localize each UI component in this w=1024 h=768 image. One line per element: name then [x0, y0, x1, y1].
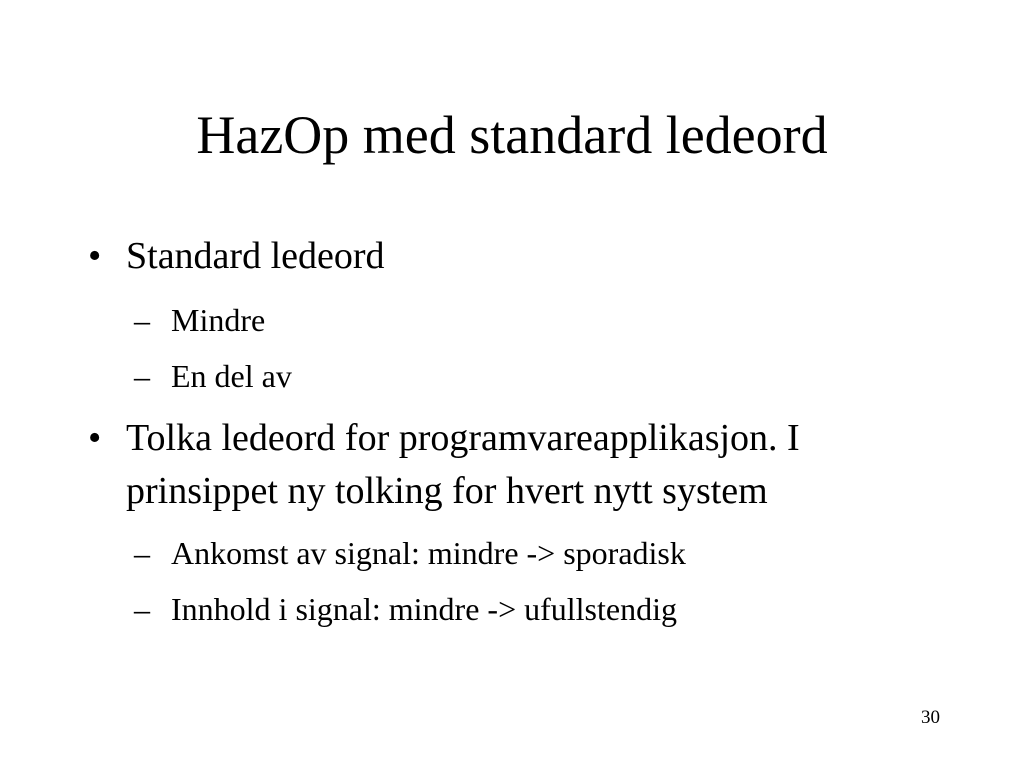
sub-bullet-text: Innhold i signal: mindre -> ufullstendig [171, 591, 677, 627]
bullet-text-line: Tolka ledeord for programvareapplikasjon. I [126, 417, 800, 459]
sub-bullet-text: Mindre [171, 302, 266, 338]
bullet-text: Standard ledeord [126, 235, 385, 277]
bullet-icon: • [88, 417, 102, 459]
dash-icon: – [134, 302, 150, 338]
page-number: 30 [921, 707, 940, 728]
dash-icon: – [134, 591, 150, 627]
bullet-text-line: prinsippet ny tolking for hvert nytt system [126, 470, 768, 512]
slide-title: HazOp med standard ledeord [196, 105, 828, 165]
bullet-icon: • [88, 235, 102, 277]
bullet-item [88, 415, 966, 515]
dash-icon: – [134, 358, 150, 394]
bullet-item [88, 233, 966, 280]
sub-bullet-text: Ankomst av signal: mindre -> sporadisk [171, 535, 686, 571]
sub-bullet-text: En del av [171, 358, 292, 394]
dash-icon: – [134, 535, 150, 571]
